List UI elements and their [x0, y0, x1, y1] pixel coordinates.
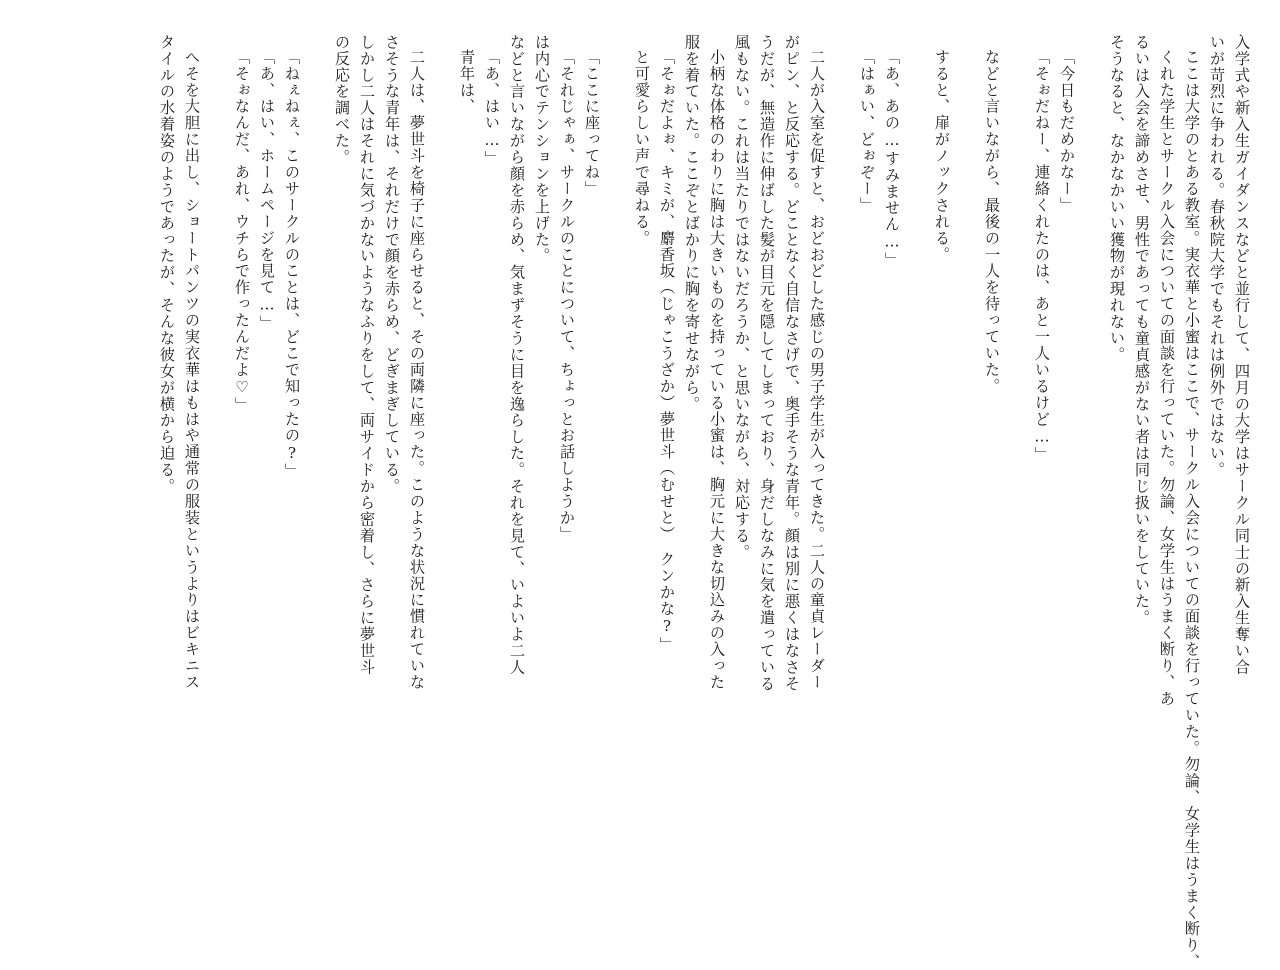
text-column: しかし二人はそれに気づかないようなふりをして、両サイドから密着し、さらに夢世斗: [358, 34, 376, 676]
text-column: ここは大学のとある教室。実衣華と小蜜はここで、サークル入会についての面談を行っていた。勿論、女学生はうまく断り、: [1183, 49, 1201, 970]
text-column: 服を着ていた。ここぞとばかりに胸を寄せながら。: [683, 34, 701, 413]
text-column: [304, 34, 329, 879]
text-column: 「あ、あの…すみません…」: [883, 49, 901, 269]
text-column: 二人が入室を促すと、おどおどした感じの男子学生が入ってきた。二人の童貞レーダー: [808, 49, 826, 691]
text-column: [829, 34, 854, 879]
text-column: 「そぉだねー、連絡くれたのは、あと一人いるけど…」: [1033, 49, 1051, 464]
text-column: は内心でテンションを上げた。: [533, 34, 551, 265]
text-column: と可愛らしい声で尋ねる。: [633, 49, 651, 247]
text-column: るいは入会を諦めさせ、男性であっても童貞感がない者は同じ扱いをしていた。: [1133, 34, 1151, 627]
text-column: 「今日もだめかなー」: [1058, 49, 1076, 214]
text-column: そうなると、なかなかいい獲物が現れない。: [1108, 34, 1126, 363]
text-column: がピン、と反応する。どことなく自信なさげで、奥手そうな青年。顔は別に悪くはなさそ: [783, 34, 801, 692]
text-column: 小柄な体格のわりに胸は大きいものを持っている小蜜は、胸元に大きな切込みの入った: [708, 49, 726, 691]
text-column: 「ここに座ってね」: [583, 49, 601, 198]
text-column: タイルの水着姿のようであったが、そんな彼女が横から迫る。: [158, 34, 176, 495]
text-column: [604, 34, 629, 879]
text-column: 「ねぇねぇ、このサークルのことは、どこで知ったの?」: [283, 49, 301, 480]
text-column: 二人は、夢世斗を椅子に座らせると、その両隣に座った。このような状況に慣れていな: [408, 49, 426, 691]
text-column: すると、扉がノックされる。: [933, 49, 951, 263]
text-column: 「そぉなんだ、あれ、ウチらで作ったんだよ♡」: [233, 49, 251, 414]
text-column: いが苛烈に争われる。春秋院大学でもそれは例外ではない。: [1208, 34, 1226, 479]
text-column: [429, 34, 454, 879]
text-column: 「はぁい、どぉぞー」: [858, 49, 876, 214]
text-column: くれた学生とサークル入会についての面談を行っていた。勿論、女学生はうまく断り、あ: [1158, 49, 1176, 707]
text-column: などと言いながら顔を赤らめ、気まずそうに目を逸らした。それを見て、いよいよ二人: [508, 34, 526, 676]
text-column: さそうな青年は、それだけで顔を赤らめ、どぎまぎしている。: [383, 34, 401, 495]
vertical-text-body: [70, 34, 1254, 970]
text-column: [954, 34, 979, 879]
text-column: [1079, 34, 1104, 879]
text-column: うだが、無造作に伸ばした髪が目元を隠してしまっており、身だしなみに気を遣っている: [758, 34, 776, 692]
text-column: 風もない。これは当たりではないだろうか、と思いながら、対応する。: [733, 34, 751, 561]
text-column: [1004, 34, 1029, 879]
text-column: [204, 34, 229, 879]
text-column: へそを大胆に出し、ショートパンツの実衣華はもはや通常の服装というよりはビキニス: [183, 49, 201, 691]
text-column: [904, 34, 929, 879]
text-column: の反応を調べた。: [333, 34, 351, 166]
text-column: 「そぉだよぉ、キミが、麝香坂（じゃこうざか）夢世斗（むせと） クンかな?」: [658, 49, 676, 653]
text-column: 「あ、はい…」: [483, 49, 501, 167]
text-column: 入学式や新入生ガイダンスなどと並行して、四月の大学はサークル同士の新入生奪い合: [1233, 34, 1251, 676]
text-column: などと言いながら、最後の一人を待っていた。: [983, 49, 1001, 395]
text-column: 青年は、: [458, 49, 476, 115]
text-column: 「それじゃぁ、サークルのことについて、ちょっとお話しようか」: [558, 49, 576, 543]
text-column: 「あ、はい、ホームページを見て…」: [258, 49, 276, 332]
